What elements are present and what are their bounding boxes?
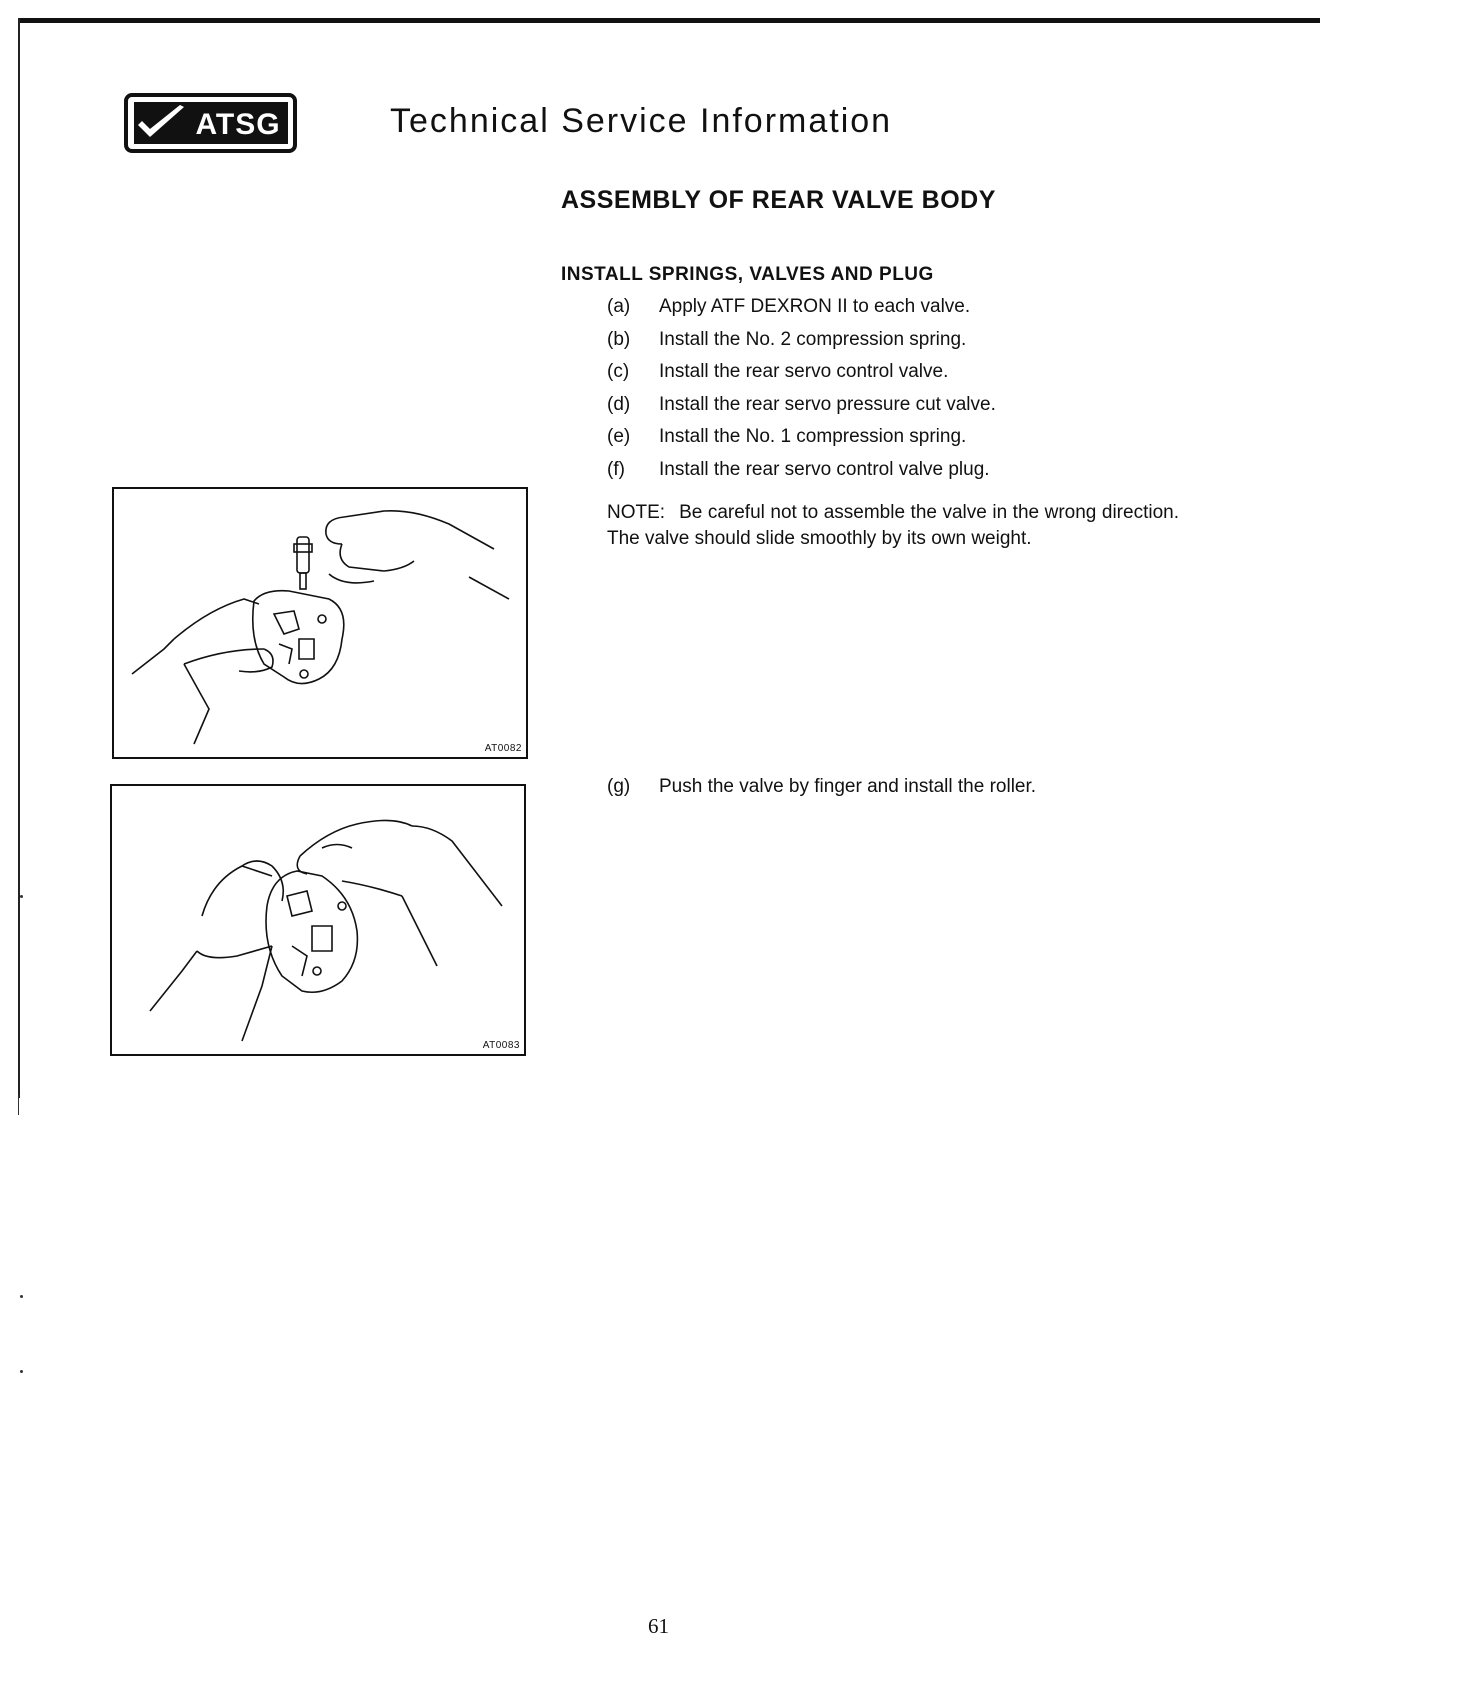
scan-speck [20,895,23,898]
page-number: 61 [648,1614,669,1638]
note-paragraph [607,500,1179,552]
page-header-title: Technical Service Information [390,102,893,140]
step-text: Install the rear servo pressure cut valve. [659,393,996,415]
step-text: Install the No. 2 compression spring. [659,328,967,350]
top-rule [20,18,1320,23]
atsg-logo [124,93,297,153]
scan-speck [20,1370,23,1373]
step-text: Install the No. 1 compression spring. [659,426,967,448]
scan-speck [20,1295,23,1298]
figure-code: AT0083 [482,1040,520,1051]
step-letter: (g) [607,776,631,797]
step-letter: (f) [607,458,625,480]
atsg-logo-icon [124,93,297,153]
left-margin-tick [18,1095,19,1115]
logo-text: ATSG [195,108,281,141]
figure-push-valve [110,784,526,1056]
note-text: Be careful not to assemble the valve in the wrong direction. The valve should slide smoothly by its own weight. [607,502,1179,549]
step-text: Install the rear servo control valve plug. [659,458,990,480]
figure-install-valve [112,487,528,759]
hands-installing-valve-illustration-icon [114,489,526,757]
step-text: Install the rear servo control valve. [659,361,949,383]
step-text: Apply ATF DEXRON II to each valve. [659,296,971,317]
figure-code: AT0082 [484,743,522,754]
step-text: Push the valve by finger and install the roller. [659,776,1037,797]
step-letter: (c) [607,361,630,383]
hands-pushing-valve-illustration-icon [112,786,524,1054]
left-margin-rule [18,18,20,1098]
step-letter: (d) [607,393,631,415]
step-letter: (b) [607,328,631,350]
note-label: NOTE: [607,502,666,523]
step-letter: (e) [607,426,631,448]
subsection-title: INSTALL SPRINGS, VALVES AND PLUG [561,264,934,285]
step-letter: (a) [607,296,631,317]
section-title: ASSEMBLY OF REAR VALVE BODY [561,186,996,214]
